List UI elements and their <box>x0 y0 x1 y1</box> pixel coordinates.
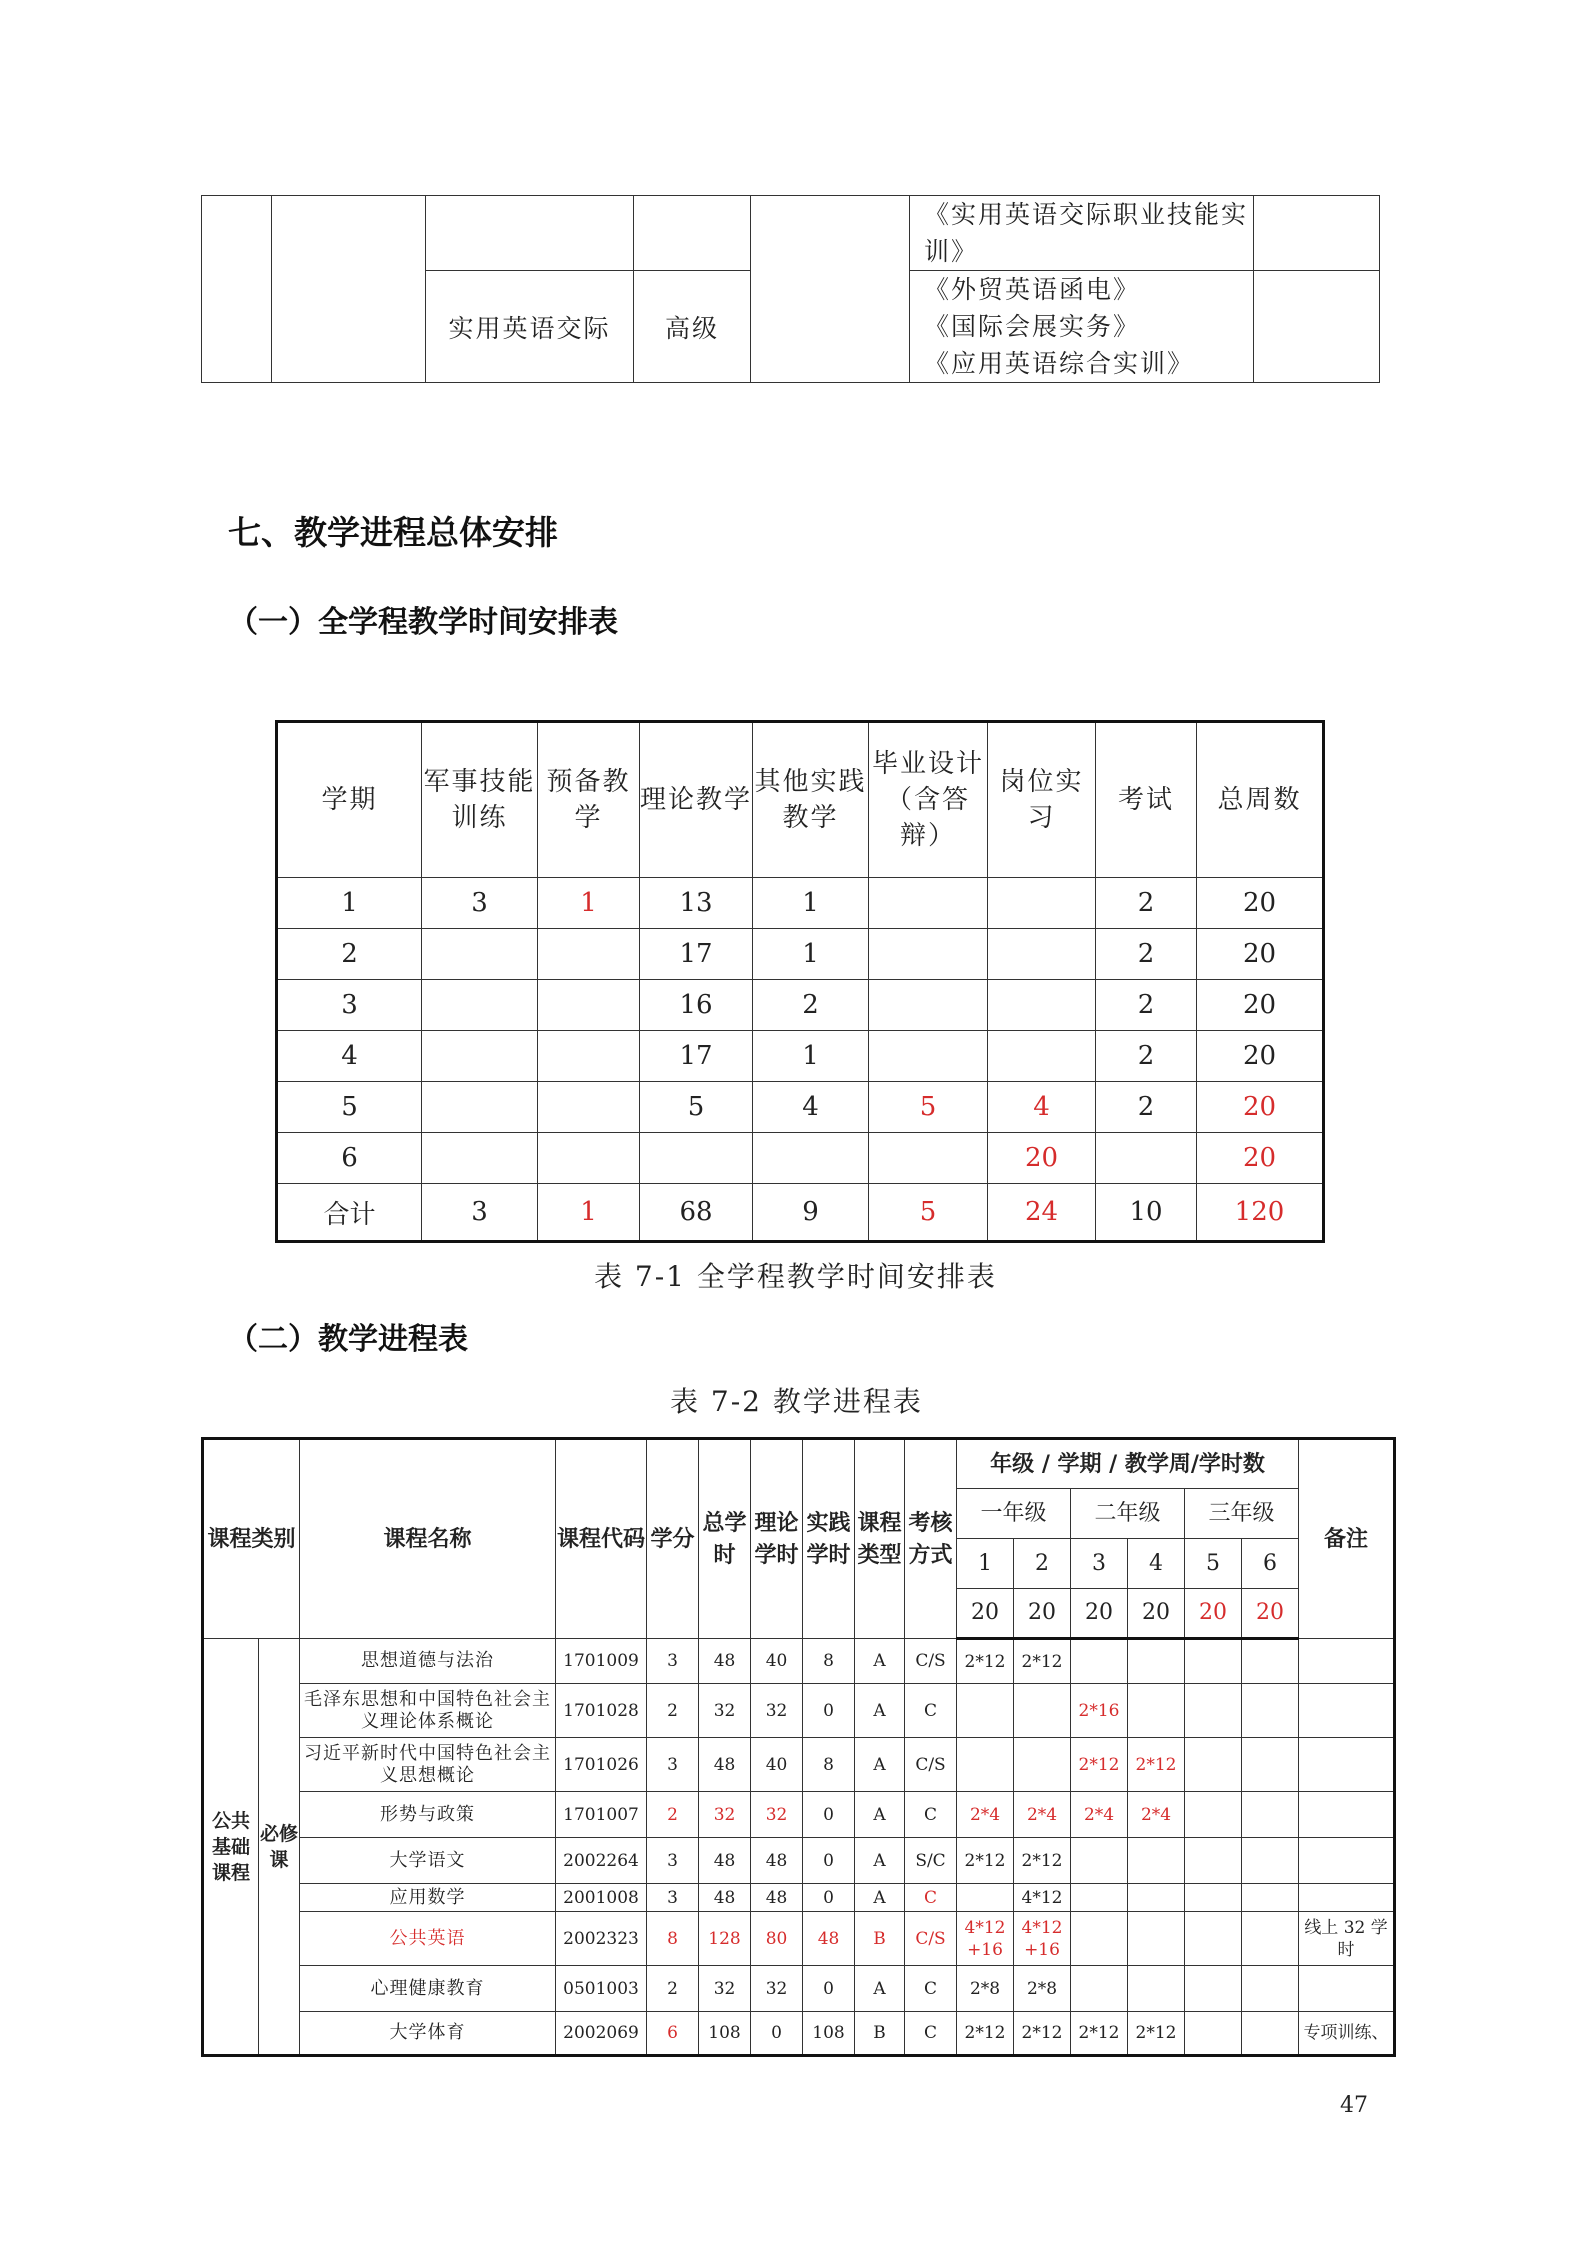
table-row: 公共基础课程 必修课 思想道德与法治 1701009 3 48 40 8 A C/S 2*12 2*12 <box>203 1639 1395 1684</box>
table-row: 2 17 1 2 20 <box>277 929 1324 980</box>
header-code: 课程代码 <box>556 1439 647 1639</box>
table-row: 形势与政策 1701007 2 32 32 0 A C 2*4 2*4 2*4 2*4 <box>203 1792 1395 1838</box>
header-grade-term: 年级 / 学期 / 教学周/学时数 <box>957 1439 1299 1489</box>
subsection-title: （一）全学程教学时间安排表 <box>228 605 618 640</box>
term-number: 6 <box>1242 1539 1299 1589</box>
term-weeks: 20 <box>1128 1589 1185 1639</box>
term-weeks: 20 <box>1071 1589 1128 1639</box>
table-row: 大学体育 2002069 6 108 0 108 B C 2*12 2*12 2*12 2*12 专项训练、 <box>203 2012 1395 2056</box>
table-caption: 表 7-1 全学程教学时间安排表 <box>594 1260 997 1293</box>
subsection-title: （二）教学进程表 <box>228 1322 468 1357</box>
term-number: 4 <box>1128 1539 1185 1589</box>
schedule-table <box>275 720 1325 1243</box>
header-exam-mode: 考核方式 <box>905 1439 957 1639</box>
category-cell: 公共基础课程 <box>203 1639 259 2056</box>
header-grade2: 二年级 <box>1071 1489 1185 1539</box>
course-name: 应用数学 <box>300 1884 556 1912</box>
table-row: 4 17 1 2 20 <box>277 1031 1324 1082</box>
course-name: 毛泽东思想和中国特色社会主义理论体系概论 <box>300 1684 556 1738</box>
header-remark: 备注 <box>1299 1439 1395 1639</box>
header-credit: 学分 <box>647 1439 699 1639</box>
term-number: 3 <box>1071 1539 1128 1589</box>
table-row: 3 16 2 2 20 <box>277 980 1324 1031</box>
header-cell: 岗位实习 <box>988 722 1096 878</box>
table-row: 习近平新时代中国特色社会主义思想概论 1701026 3 48 40 8 A C/S 2*12 2*12 <box>203 1738 1395 1792</box>
header-category: 课程类别 <box>203 1439 300 1639</box>
term-number: 1 <box>957 1539 1014 1589</box>
book-title: 《实用英语交际职业技能实训》 <box>910 196 1254 271</box>
book-title: 《外贸英语函电》 <box>924 275 1141 304</box>
course-name: 大学语文 <box>300 1838 556 1884</box>
table-row: 1 3 1 13 1 2 20 <box>277 878 1324 929</box>
header-total-hours: 总学时 <box>699 1439 751 1639</box>
header-cell: 学期 <box>277 722 422 878</box>
header-cell: 预备教学 <box>538 722 640 878</box>
table-caption: 表 7-2 教学进程表 <box>670 1385 923 1418</box>
header-name: 课程名称 <box>300 1439 556 1639</box>
table-row: 公共英语 2002323 8 128 80 48 B C/S 4*12 +16 4*12 +16 线上 32 学时 <box>203 1912 1395 1966</box>
term-weeks: 20 <box>1242 1589 1299 1639</box>
course-name: 形势与政策 <box>300 1792 556 1838</box>
course-name: 思想道德与法治 <box>300 1639 556 1684</box>
course-name: 大学体育 <box>300 2012 556 2056</box>
header-practice-hours: 实践学时 <box>803 1439 855 1639</box>
table-row: 心理健康教育 0501003 2 32 32 0 A C 2*8 2*8 <box>203 1966 1395 2012</box>
course-name: 公共英语 <box>300 1912 556 1966</box>
book-list <box>910 271 1254 383</box>
header-cell: 理论教学 <box>640 722 753 878</box>
header-cell: 总周数 <box>1197 722 1324 878</box>
course-name: 习近平新时代中国特色社会主义思想概论 <box>300 1738 556 1792</box>
table-row: 6 20 20 <box>277 1133 1324 1184</box>
table-row: 5 5 4 5 4 2 20 <box>277 1082 1324 1133</box>
teaching-progress-table <box>201 1437 1396 2057</box>
book-title: 《国际会展实务》 <box>924 312 1141 341</box>
header-grade1: 一年级 <box>957 1489 1071 1539</box>
course-name: 心理健康教育 <box>300 1966 556 2012</box>
term-weeks: 20 <box>957 1589 1014 1639</box>
book-title: 《应用英语综合实训》 <box>924 349 1195 378</box>
header-grade3: 三年级 <box>1185 1489 1299 1539</box>
total-row: 合计 3 1 68 9 5 24 10 120 <box>277 1184 1324 1242</box>
header-cell: 其他实践教学 <box>753 722 869 878</box>
table-row: 毛泽东思想和中国特色社会主义理论体系概论 1701028 2 32 32 0 A C 2*16 <box>203 1684 1395 1738</box>
header-course-type: 课程类型 <box>855 1439 905 1639</box>
header-cell: 毕业设计（含答辩） <box>869 722 988 878</box>
header-cell: 军事技能训练 <box>422 722 538 878</box>
term-weeks: 20 <box>1185 1589 1242 1639</box>
table-row: 大学语文 2002264 3 48 48 0 A S/C 2*12 2*12 <box>203 1838 1395 1884</box>
page-number: 47 <box>1340 2093 1368 2118</box>
table-row: 应用数学 2001008 3 48 48 0 A C 4*12 <box>203 1884 1395 1912</box>
course-books-table <box>201 195 1380 383</box>
header-theory-hours: 理论学时 <box>751 1439 803 1639</box>
course-level: 高级 <box>634 271 751 383</box>
term-number: 5 <box>1185 1539 1242 1589</box>
section-title: 七、教学进程总体安排 <box>228 513 558 552</box>
term-weeks: 20 <box>1014 1589 1071 1639</box>
term-number: 2 <box>1014 1539 1071 1589</box>
header-cell: 考试 <box>1096 722 1197 878</box>
subtype-cell: 必修课 <box>259 1639 300 2056</box>
course-name: 实用英语交际 <box>426 271 634 383</box>
